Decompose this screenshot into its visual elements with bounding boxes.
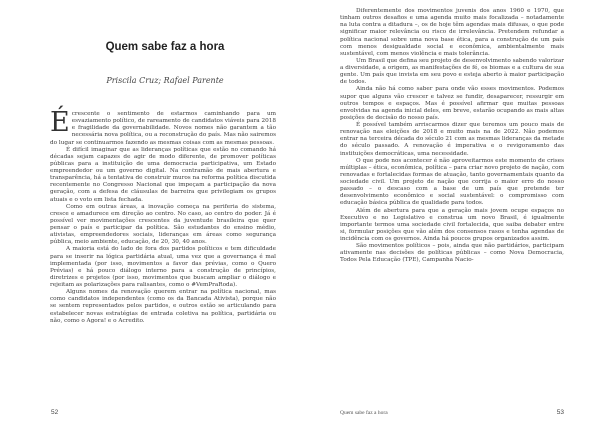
paragraph: São movimentos políticos – pois, ainda que não partidários, participam ativamente nas decisões de políticas públicas – como Nova Democracia, Todos Pela Educação (TPE), Campanha Nacio- [340, 243, 564, 264]
paragraph [50, 107, 276, 147]
page-number: 52 [51, 409, 59, 416]
paragraph-text: crescente o sentimento de estarmos caminhando para um esvaziamento político, de rareamento de candidatos viáveis para 2018 e fragilidade da governabilidade. Novos nomes não garantem a tão necessária nova política, ou a reconstrução do país. Mas não sairemos do lugar se continuarmos fazendo as mesmas coisas com as mesmas pessoas. [50, 111, 276, 146]
paragraph: É possível também arriscarmos dizer que teremos um pouco mais de renovação nas eleições de 2018 e muito mais na de 2022. Não podemos entrar na terceira década do século 21 com as mesmas lideranças da metade do século passado. A renovação é imperativa e o revigoramento das instituições democráticas, uma necessidade. [340, 122, 564, 157]
paragraph: O que pode nos acontecer é não aproveitarmos este momento de crises múltiplas – ética, econômica, política – para criar novo projeto de nação, com renovadas e fortalecidas formas de atuação, tanto governamentais quanto da sociedade civil. Um projeto de nação que corrija o maior erro do nosso passado – o descaso com a base de um país que pretende ter desenvolvimento econômico e social sustentável: o compromisso com educação básica pública de qualidade para todos. [340, 157, 564, 207]
paragraph: Diferentemente dos movimentos juvenis dos anos 1960 e 1970, que tinham outros desafios e uma agenda muito mais focalizada – notadamente na luta contra a ditadura –, os de hoje têm agendas mais difusas, o que pode significar maior relevância ou risco de irrelevância. Pretendem refundar a política nacional sobre uma nova base ética, para a construção de um país com menos desigualdade social e econômica, ambientalmente mais sustentável, com menos violência e mais tolerância. [340, 8, 564, 57]
right-page [300, 0, 600, 439]
chapter-authors: Priscila Cruz; Rafael Parente [106, 76, 224, 85]
paragraph: É difícil imaginar que as lideranças políticas que estão no comando há décadas sejam capazes de agir de modo diferente, de promover políticas públicas para a instituição de uma democracia participativa, um Estado empreendedor ou um governo digital. Na contramão de mais abertura e transparência, há a tentativa de construir muros na reforma política discutida recentemente no Congresso Nacional que impeçam a participação da nova geração, com a defesa de cláusulas de barreira que privilegiam os grupos atuais e o voto em lista fechada. [50, 146, 276, 203]
right-body-text [340, 8, 564, 265]
paragraph: Alguns nomes da renovação querem entrar na política nacional, mas como candidatos independentes (como os da Bancada Ativista), porque não se sentem representados pelos partidos, e outros estão se articulando para estabelecer novas estratégias de entrada coletiva na política, partidária ou não, como o Agora! e o Acredito. [50, 289, 276, 324]
chapter-title: Quem sabe faz a hora [105, 41, 225, 53]
page-number: 53 [556, 409, 564, 416]
paragraph: Um Brasil que defina seu projeto de desenvolvimento sabendo valorizar a diversidade, a origem, as manifestações de fé, os biomas e a cultura de sua gente. Um país que invista em seu povo e esteja aberto à maior participação de todos. [340, 57, 564, 86]
paragraph: A maioria está do lado de fora dos partidos políticos e tem dificuldade para se inserir na lógica partidária atual, uma vez que a governança é mal implementada (por isso, movimentos a favor das prévias, como o Quero Prévias) e há pouco diálogo interno para a construção de princípios, diretrizes e projetos (por isso, movimentos que buscam ampliar o diálogo e rejeitam as polarizações para ralisantes, como o #VemPraRoda). [50, 246, 276, 288]
left-body-text [50, 107, 276, 325]
running-head: Quem sabe faz a hora [340, 410, 388, 416]
drop-cap: É [50, 107, 70, 138]
paragraph: Além de abertura para que a geração mais jovem ocupe espaços no Executivo e no Legislativo e construa um novo Brasil, é igualmente importante termos uma sociedade civil fortalecida, que saiba debater entre si, formular posições que vão além dos consensos rasos e tenha agendas de incidência com os governos. Ainda há poucos grupos organizados assim. [340, 207, 564, 242]
paragraph: Como em outras áreas, a inovação começa na periferia do sistema, cresce e amadurece em direção ao centro. No caso, ao centro do poder. Já é possível ver movimentações crescentes da juventude brasileira que quer pensar o país e participar da política. São estudantes do ensino médio, ativistas, empreendedores sociais, lideranças em áreas como segurança pública, meio ambiente, educação, de 20, 30, 40 anos. [50, 203, 276, 246]
paragraph: Ainda não há como saber para onde vão esses movimentos. Podemos supor que alguns vão crescer e talvez se fundir, desaparecer, ressurgir em outros tempos e espaços. Mas é possível afirmar que muitas pessoas envolvidas na agenda inicial deles, em breve, estarão ocupando as mais altas posições de decisão do nosso país. [340, 86, 564, 121]
